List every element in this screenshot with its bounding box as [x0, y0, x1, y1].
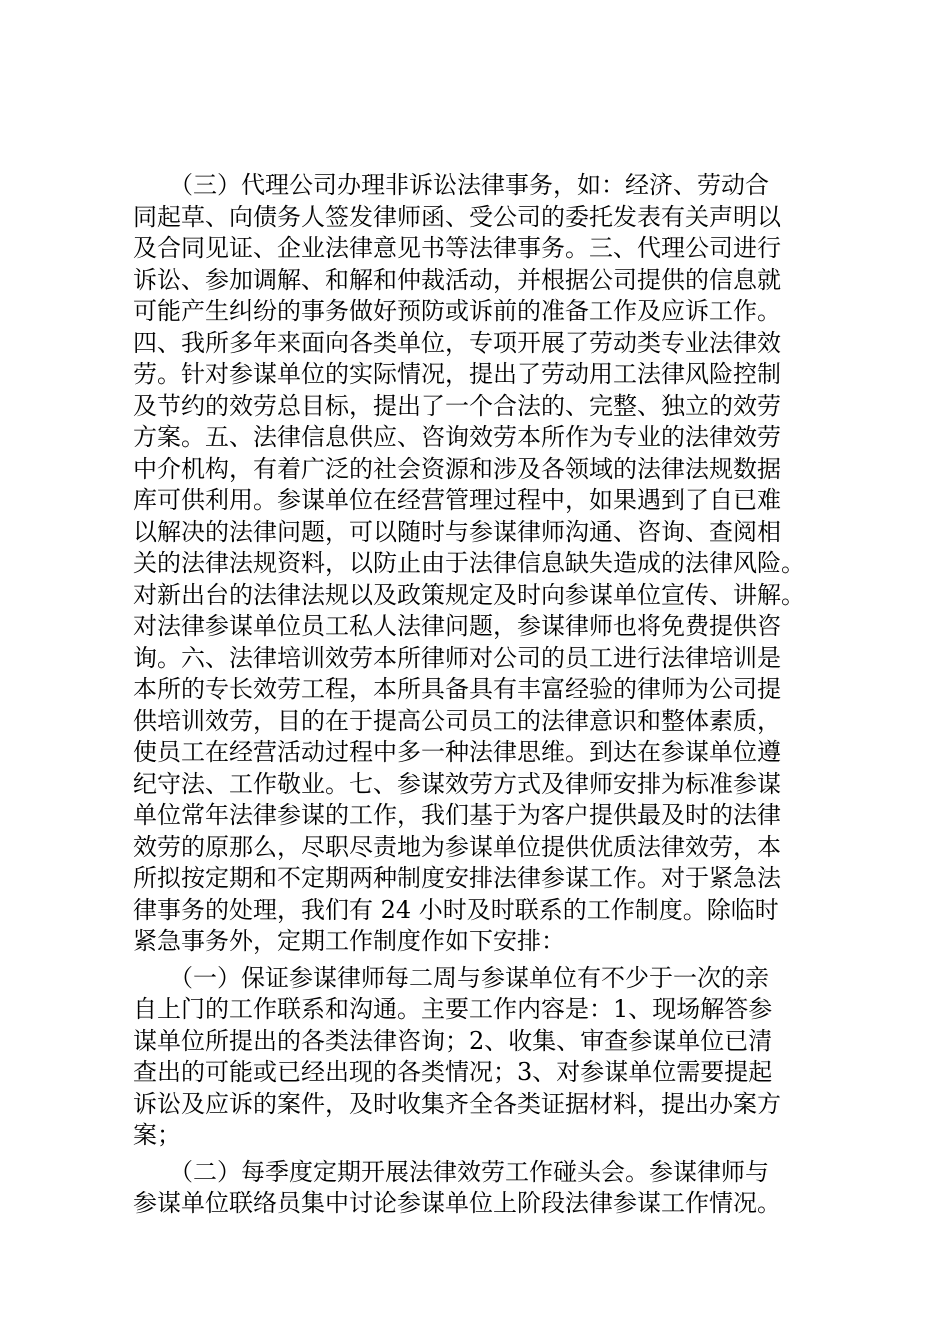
text-line: 律事务的处理，我们有 24 小时及时联系的工作制度。除临时 [133, 895, 779, 924]
text-line: （三）代理公司办理非诉讼法律事务，如：经济、劳动合 [133, 171, 769, 199]
text-line: 库可供利用。参谋单位在经营管理过程中，如果遇到了自已难 [133, 486, 781, 514]
text-line: 询。六、法律培训效劳本所律师对公司的员工进行法律培训是 [133, 643, 781, 672]
text-line: 案； [133, 1121, 181, 1149]
text-line: 谋单位所提出的各类法律咨询；2、收集、审查参谋单位已清 [133, 1026, 773, 1055]
text-line: 诉讼、参加调解、和解和仲裁活动，并根据公司提供的信息就 [133, 265, 781, 294]
text-line: 本所的专长效劳工程，本所具备具有丰富经验的律师为公司提 [133, 675, 781, 703]
text-line: 以解决的法律问题，可以随时与参谋律师沟通、咨询、查阅相 [133, 517, 781, 546]
text-line: 及合同见证、企业法律意见书等法律事务。三、代理公司进行 [133, 234, 781, 262]
text-line: 所拟按定期和不定期两种制度安排法律参谋工作。对于紧急法 [133, 864, 781, 892]
text-line: （二）每季度定期开展法律效劳工作碰头会。参谋律师与 [133, 1157, 769, 1186]
text-line: 对新出台的法律法规以及政策规定及时向参谋单位宣传、讲解。 [133, 580, 805, 609]
text-line: 中介机构，有着广泛的社会资源和涉及各领域的法律法规数据 [133, 454, 781, 483]
text-line: 紧急事务外，定期工作制度作如下安排： [133, 927, 565, 955]
text-line: 纪守法、工作敬业。七、参谋效劳方式及律师安排为标准参谋 [133, 769, 781, 798]
text-line: 效劳的原那么，尽职尽责地为参谋单位提供优质法律效劳，本 [133, 832, 781, 861]
text-line: 同起草、向债务人签发律师函、受公司的委托发表有关声明以 [133, 202, 781, 231]
text-line: 对法律参谋单位员工私人法律问题，参谋律师也将免费提供咨 [133, 612, 781, 640]
text-line: 关的法律法规资料，以防止由于法律信息缺失造成的法律风险。 [133, 549, 805, 577]
text-line: 参谋单位联络员集中讨论参谋单位上阶段法律参谋工作情况。 [133, 1189, 781, 1217]
text-line: 方案。五、法律信息供应、咨询效劳本所作为专业的法律效劳 [133, 423, 781, 451]
document-body [133, 170, 833, 1220]
text-line: 单位常年法律参谋的工作，我们基于为客户提供最及时的法律 [133, 801, 781, 829]
text-line: 查出的可能或已经出现的各类情况；3、对参谋单位需要提起 [133, 1058, 773, 1086]
text-line: 可能产生纠纷的事务做好预防或诉前的准备工作及应诉工作。 [133, 297, 781, 325]
text-line: 及节约的效劳总目标，提出了一个合法的、完整、独立的效劳 [133, 391, 781, 420]
text-line: 使员工在经营活动过程中多一种法律思维。到达在参谋单位遵 [133, 738, 781, 766]
text-line: 四、我所多年来面向各类单位，专项开展了劳动类专业法律效 [133, 328, 781, 357]
text-line: 劳。针对参谋单位的实际情况，提出了劳动用工法律风险控制 [133, 360, 781, 388]
text-line: （一）保证参谋律师每二周与参谋单位有不少于一次的亲 [133, 963, 769, 992]
text-line: 诉讼及应诉的案件，及时收集齐全各类证据材料，提出办案方 [133, 1089, 781, 1118]
text-line: 自上门的工作联系和沟通。主要工作内容是：1、现场解答参 [133, 995, 773, 1023]
text-line: 供培训效劳，目的在于提高公司员工的法律意识和整体素质， [133, 706, 781, 735]
